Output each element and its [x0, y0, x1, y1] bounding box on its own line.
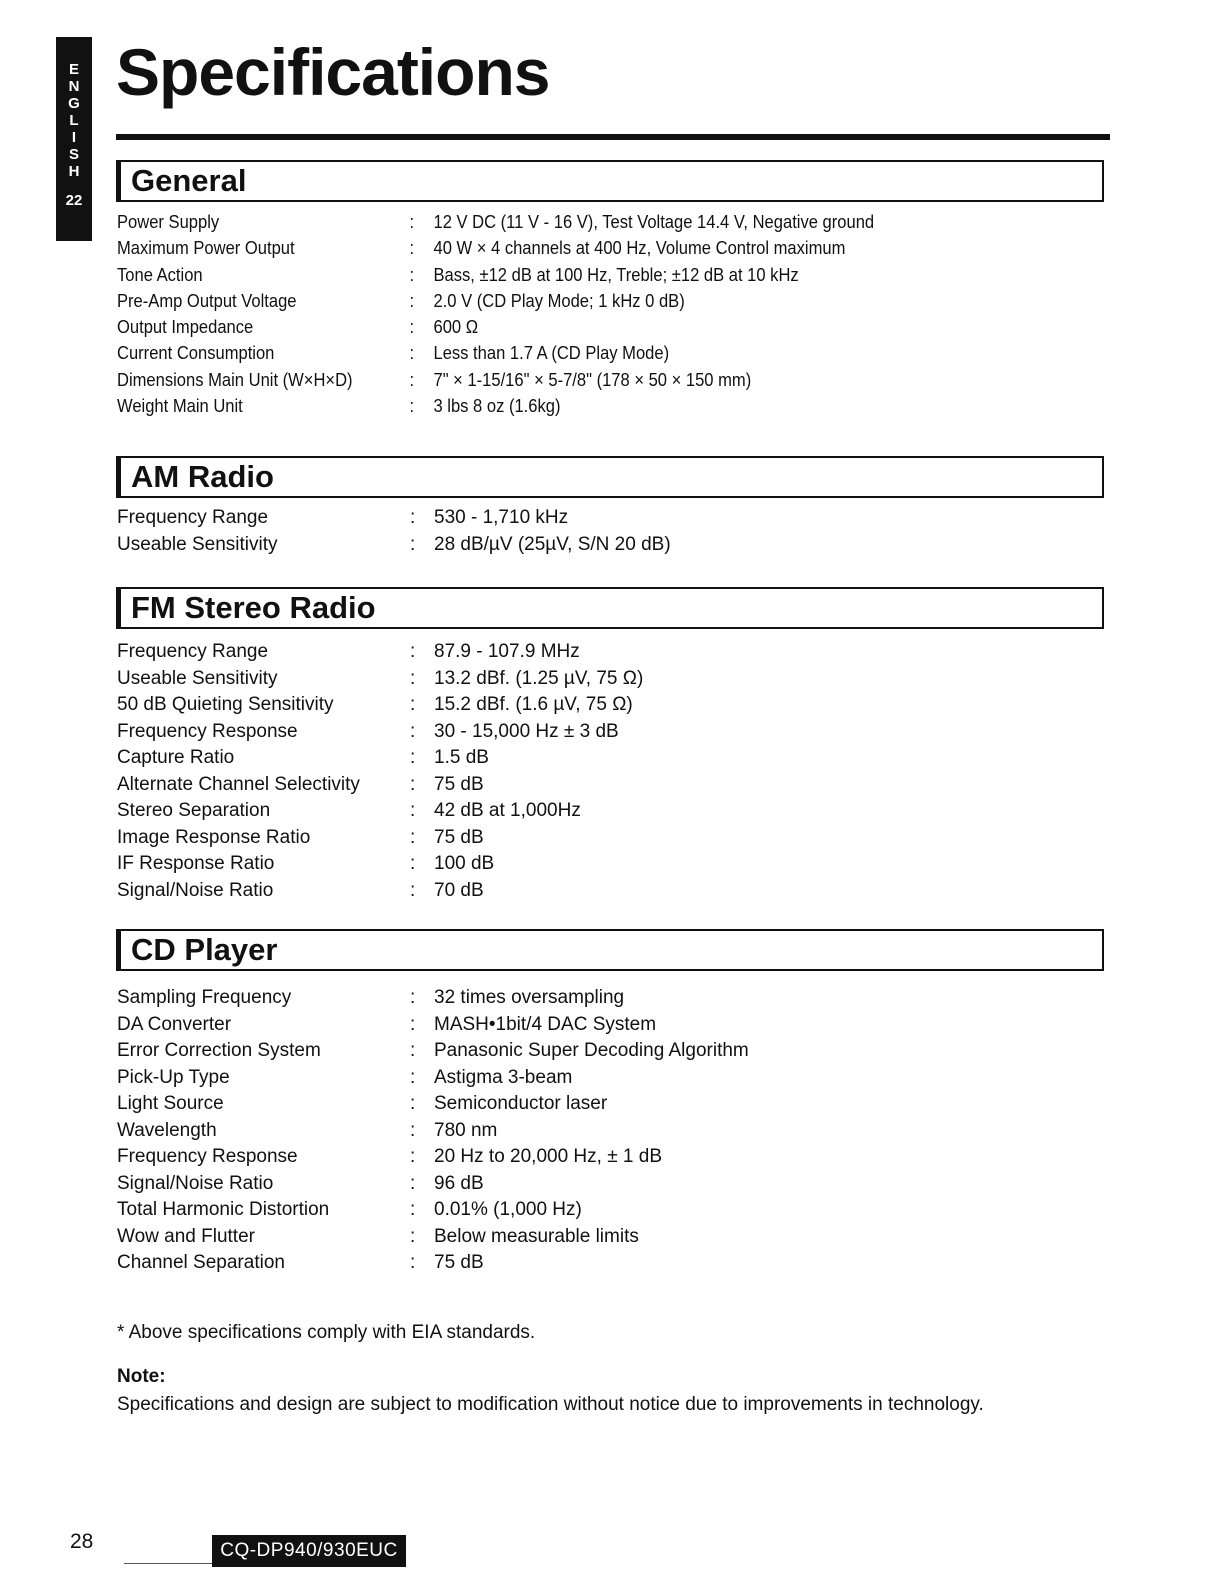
spec-row: [117, 1173, 1107, 1200]
spec-row: [117, 507, 1107, 534]
spec-row: [117, 265, 1028, 291]
spec-colon: :: [409, 343, 415, 364]
spec-colon: :: [410, 1199, 416, 1220]
spec-colon: :: [410, 694, 416, 715]
spec-row: [117, 1040, 1107, 1067]
spec-label: Stereo Separation: [117, 800, 271, 821]
spec-row: [117, 774, 1107, 801]
spec-label: Frequency Range: [117, 641, 269, 662]
spec-colon: :: [410, 667, 416, 689]
language-letter: G: [68, 95, 80, 112]
spec-row: [117, 1014, 1107, 1041]
spec-row: [117, 880, 1107, 907]
spec-row: [117, 987, 1107, 1014]
spec-colon: :: [410, 1040, 416, 1061]
spec-colon: :: [410, 533, 416, 555]
spec-colon: :: [410, 1252, 416, 1273]
spec-value: Panasonic Super Decoding Algorithm: [434, 1040, 749, 1061]
spec-label: Image Response Ratio: [117, 826, 311, 848]
language-letter: S: [68, 146, 79, 163]
spec-value: Semiconductor laser: [434, 1093, 608, 1114]
note-title: Note:: [117, 1366, 166, 1387]
spec-value: 30 - 15,000 Hz ± 3 dB: [434, 720, 619, 742]
language-letter: L: [69, 112, 79, 129]
spec-colon: :: [410, 720, 416, 742]
spec-value: Less than 1.7 A (CD Play Mode): [433, 343, 670, 364]
spec-value: 780 nm: [434, 1119, 498, 1141]
spec-colon: :: [410, 1093, 416, 1114]
note-text: Specifications and design are subject to modification without notice due to improvements in technology.: [117, 1394, 984, 1415]
spec-row: [117, 721, 1107, 748]
spec-row: [117, 853, 1107, 880]
spec-label: Wow and Flutter: [117, 1225, 255, 1247]
spec-label: Dimensions Main Unit (W×H×D): [117, 369, 353, 390]
spec-colon: :: [410, 853, 416, 874]
spec-colon: :: [409, 317, 415, 338]
spec-value: MASH•1bit/4 DAC System: [434, 1013, 657, 1035]
spec-colon: :: [410, 879, 416, 901]
spec-colon: :: [410, 1013, 416, 1035]
spec-row: [117, 291, 1028, 317]
spec-value: Bass, ±12 dB at 100 Hz, Treble; ±12 dB at 10 kHz: [433, 264, 799, 285]
section-heading-am-radio: AM Radio: [116, 456, 1104, 498]
spec-row: [117, 747, 1107, 774]
spec-colon: :: [410, 641, 416, 662]
spec-label: Wavelength: [117, 1119, 217, 1141]
spec-label: Current Consumption: [117, 343, 275, 364]
spec-label: IF Response Ratio: [117, 853, 275, 874]
spec-row: [117, 1146, 1107, 1173]
spec-row: [117, 396, 1028, 422]
spec-colon: :: [410, 747, 416, 768]
spec-row: [117, 317, 1028, 343]
spec-value: 96 dB: [434, 1172, 484, 1194]
spec-label: Capture Ratio: [117, 747, 235, 768]
spec-label: Useable Sensitivity: [117, 667, 278, 689]
spec-colon: :: [410, 826, 416, 848]
spec-row: [117, 1226, 1107, 1253]
spec-colon: :: [410, 1066, 416, 1088]
spec-row: [117, 534, 1107, 561]
spec-value: 2.0 V (CD Play Mode; 1 kHz 0 dB): [433, 290, 685, 311]
page-number: 28: [70, 1530, 94, 1553]
spec-value: 28 dB/µV (25µV, S/N 20 dB): [434, 533, 671, 555]
spec-value: Below measurable limits: [434, 1225, 639, 1247]
spec-colon: :: [410, 1119, 416, 1141]
spec-list-fm-radio: [117, 641, 1107, 906]
spec-label: Output Impedance: [117, 317, 254, 338]
spec-value: 40 W × 4 channels at 400 Hz, Volume Control maximum: [433, 238, 846, 259]
spec-value: 600 Ω: [433, 317, 479, 338]
language-tab: [56, 37, 92, 241]
spec-value: 7" × 1-15/16" × 5-7/8" (178 × 50 × 150 mm): [433, 369, 752, 390]
section-heading-cd-player: CD Player: [116, 929, 1104, 971]
spec-colon: :: [410, 987, 416, 1008]
page-title: Specifications: [116, 35, 550, 109]
spec-label: Signal/Noise Ratio: [117, 1172, 274, 1194]
spec-value: 3 lbs 8 oz (1.6kg): [433, 396, 561, 417]
eia-footnote: * Above specifications comply with EIA standards.: [117, 1322, 536, 1343]
spec-value: 1.5 dB: [434, 747, 489, 768]
spec-label: Total Harmonic Distortion: [117, 1199, 330, 1220]
spec-colon: :: [410, 507, 416, 528]
spec-value: 0.01% (1,000 Hz): [434, 1199, 582, 1220]
spec-label: Power Supply: [117, 212, 220, 232]
spec-label: Channel Separation: [117, 1252, 285, 1273]
spec-label: Pick-Up Type: [117, 1066, 230, 1088]
language-letter: H: [68, 163, 80, 180]
spec-colon: :: [410, 1146, 416, 1167]
spec-value: Astigma 3-beam: [434, 1066, 573, 1088]
spec-label: Tone Action: [117, 264, 203, 285]
spec-row: [117, 1093, 1107, 1120]
spec-label: Weight Main Unit: [117, 396, 243, 417]
spec-value: 42 dB at 1,000Hz: [434, 800, 581, 821]
spec-colon: :: [410, 773, 416, 795]
spec-row: [117, 800, 1107, 827]
spec-row: [117, 668, 1107, 695]
spec-colon: :: [410, 1172, 416, 1194]
spec-colon: :: [410, 1225, 416, 1247]
language-letter: I: [71, 129, 77, 146]
spec-colon: :: [409, 264, 415, 285]
spec-colon: :: [409, 369, 415, 390]
spec-value: 70 dB: [434, 879, 484, 901]
spec-colon: :: [409, 212, 415, 232]
model-number-badge: CQ-DP940/930EUC: [212, 1535, 406, 1567]
spec-label: Signal/Noise Ratio: [117, 879, 274, 901]
spec-row: [117, 641, 1107, 668]
spec-label: Alternate Channel Selectivity: [117, 773, 360, 795]
spec-value: 75 dB: [434, 1252, 484, 1273]
spec-label: 50 dB Quieting Sensitivity: [117, 694, 334, 715]
spec-row: [117, 1252, 1107, 1279]
section-heading-general: General: [116, 160, 1104, 202]
spec-value: 15.2 dBf. (1.6 µV, 75 Ω): [434, 694, 633, 715]
spec-label: Frequency Response: [117, 720, 298, 742]
spec-row: [117, 827, 1107, 854]
spec-label: Sampling Frequency: [117, 987, 292, 1008]
spec-row: [117, 1199, 1107, 1226]
spec-value: 20 Hz to 20,000 Hz, ± 1 dB: [434, 1146, 662, 1167]
section-heading-fm-radio: FM Stereo Radio: [116, 587, 1104, 629]
spec-row: [117, 1120, 1107, 1147]
spec-label: Maximum Power Output: [117, 238, 295, 259]
spec-row: [117, 370, 1028, 396]
spec-value: 530 - 1,710 kHz: [434, 507, 569, 528]
spec-row: [117, 1067, 1107, 1094]
language-letters: [68, 61, 80, 180]
spec-label: Pre-Amp Output Voltage: [117, 290, 297, 311]
spec-row: [117, 694, 1107, 721]
spec-colon: :: [409, 238, 415, 259]
spec-row: [117, 212, 1028, 238]
language-letter: N: [68, 78, 80, 95]
spec-label: Error Correction System: [117, 1040, 321, 1061]
spec-value: 12 V DC (11 V - 16 V), Test Voltage 14.4 V, Negative ground: [433, 212, 875, 232]
spec-colon: :: [409, 290, 415, 311]
spec-label: Frequency Response: [117, 1146, 298, 1167]
spec-list-am-radio: [117, 507, 1107, 560]
spec-value: 87.9 - 107.9 MHz: [434, 641, 580, 662]
spec-row: [117, 343, 1028, 369]
spec-label: DA Converter: [117, 1013, 232, 1035]
spec-value: 100 dB: [434, 853, 495, 874]
spec-list-general: [117, 212, 1107, 422]
spec-label: Useable Sensitivity: [117, 533, 278, 555]
title-rule: [116, 134, 1110, 140]
spec-value: 32 times oversampling: [434, 987, 625, 1008]
section-page-number: 22: [65, 192, 83, 209]
spec-value: 75 dB: [434, 826, 484, 848]
language-letter: E: [68, 61, 79, 78]
spec-label: Frequency Range: [117, 507, 269, 528]
spec-row: [117, 238, 1028, 264]
spec-label: Light Source: [117, 1093, 224, 1114]
spec-value: 13.2 dBf. (1.25 µV, 75 Ω): [434, 667, 644, 689]
footer-rule: [124, 1563, 214, 1564]
spec-value: 75 dB: [434, 773, 484, 795]
spec-colon: :: [409, 396, 415, 417]
spec-colon: :: [410, 800, 416, 821]
spec-list-cd-player: [117, 987, 1107, 1279]
